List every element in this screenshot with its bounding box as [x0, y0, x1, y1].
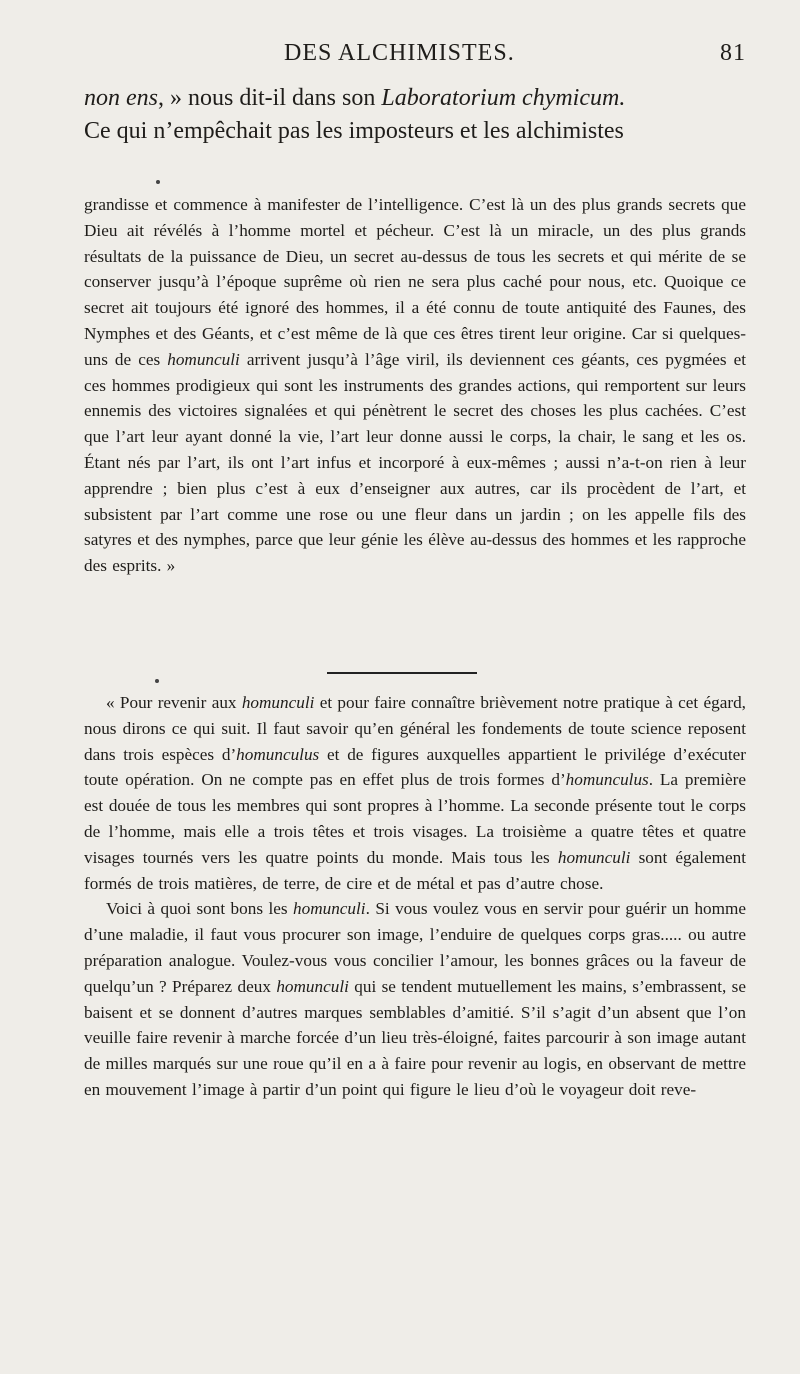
paragraph-text: et pour faire connaître brièvement notre pratique à cet égard, nous dirons ce qui suit. Il faut savoir qu’en général les fondements de toute science reposent dans trois espèces d’: [84, 693, 746, 764]
paragraph-text: . La première est douée de tous les membres qui sont propres à l’homme. La seconde présente tout le corps de l’homme, mais elle a trois têtes et trois visages. La troisième a quatre têtes et quatre visages tournés vers les quatre points du monde. Mais tous les: [84, 770, 746, 867]
italic-term: homunculi: [276, 976, 349, 996]
lead-text: , » nous dit-il dans son: [158, 85, 382, 111]
paragraph-text: . Si vous voulez vous en servir pour guérir un homme d’une maladie, il faut vous procurer son image, l’enduire de quelques corps gras..... ou autre préparation analogue. Voulez-vous vous concilier l’amour, les bonnes grâces ou la faveur de quelqu’un ? Préparez deux: [84, 899, 746, 996]
running-title: DES ALCHIMISTES.: [284, 40, 515, 66]
paragraph-homunculi-uses: [84, 896, 746, 1102]
paragraph-text: sont également formés de trois matières, de terre, de cire et de métal et pas d’autre chose.: [84, 847, 746, 893]
paragraph-text: et de figures auxquelles appartient le privilége d’exécuter toute opération. On ne compte pas en effet plus de trois formes d’: [84, 744, 746, 790]
ink-speck: [155, 679, 159, 683]
quote-italic-term: homunculi: [167, 349, 240, 369]
running-header: [84, 40, 746, 70]
paragraph-text: Voici à quoi sont bons les: [106, 899, 294, 919]
quoted-paragraph: [84, 192, 746, 579]
italic-term: homunculus: [565, 770, 649, 790]
paragraph-text: qui se tendent mutuellement les mains, s’embrassent, se baisent et se donnent d’autres marques semblables d’amitié. S’il s’agit d’un absent que l’on veuille faire revenir à marche forcée d’un lieu très-éloigné, faites parcourir à son image autant de milles marqués sur une roue qu’il en a à faire pour revenir au logis, en observant de mettre en mouvement l’image à partir d’un point qui figure le lieu d’où le voyageur doit reve-: [84, 976, 747, 1099]
paragraph-text: « Pour revenir aux: [106, 693, 242, 712]
italic-term: homunculus: [236, 744, 320, 764]
ink-speck: [156, 180, 160, 184]
lead-italic-title: Laboratorium chymicum.: [381, 85, 626, 111]
italic-term: homunculi: [241, 693, 315, 712]
page-number: 81: [720, 40, 746, 66]
paragraph-homunculi-forms: [84, 690, 746, 896]
section-separator-rule: [327, 672, 477, 674]
lead-line-1: [84, 82, 750, 115]
lead-line-2: Ce qui n’empêchait pas les imposteurs et les alchimistes: [84, 118, 624, 144]
second-section: [84, 690, 746, 1103]
italic-term: homunculi: [293, 899, 366, 919]
quote-text: grandisse et commence à manifester de l’intelligence. C’est là un des plus grands secrets que Dieu ait révélés à l’homme mortel et pécheur. C’est là un miracle, un des plus grands résultats de la puissance de Dieu, un secret au-dessus de tous les secrets et qui mérite de se conserver jusqu’à l’époque suprême où rien ne sera plus caché pour nous, etc. Quoique ce secret ait toujours été ignoré des hommes, il a été connu de toute antiquité des Faunes, des Nymphes et des Géants, et c’est même de là que ces êtres tirent leur origine. Car si quelques-uns de ces: [84, 195, 746, 369]
quote-text: arrivent jusqu’à l’âge viril, ils deviennent ces géants, ces pygmées et ces hommes prodigieux qui sont les instruments des grandes actions, qui remportent sur leurs ennemis des victoires signalées et qui pénètrent le secret des choses les plus cachées. C’est que l’art leur ayant donné la vie, l’art leur donne aussi le corps, la chair, le sang et les os. Étant nés par l’art, ils ont l’art infus et incorporé à eux-mêmes ; aussi n’a-t-on rien à leur apprendre ; bien plus c’est à eux d’enseigner aux autres, car ils procèdent de l’art, et subsistent par l’art comme une rose ou une fleur dans un jardin ; on les appelle fils des satyres et des nymphes, parce que leur génie les élève au-dessus des hommes et les rapproche des esprits. »: [84, 349, 746, 576]
italic-term: homunculi: [557, 847, 631, 867]
lead-italic-non-ens: non ens: [84, 85, 158, 111]
lead-paragraph: [84, 82, 750, 148]
